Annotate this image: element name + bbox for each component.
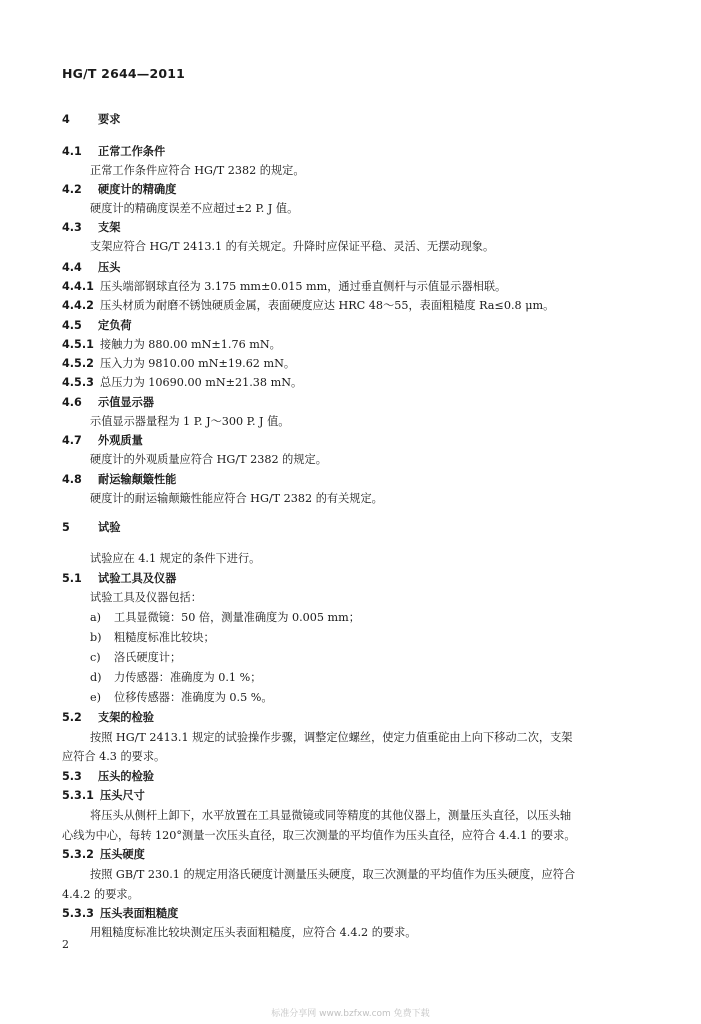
section-number: 4.2	[62, 183, 82, 196]
section-5-3-1-text-line2: 心线为中心，每转 120°测量一次压头直径，取三次测量的平均值作为压头直径，应符合 4.4.1 的要求。	[62, 829, 576, 842]
section-4-5-1	[62, 335, 652, 354]
section-4-1-text: 正常工作条件应符合 HG/T 2382 的规定。	[90, 164, 305, 177]
section-4-1-heading	[62, 142, 652, 161]
section-title: 试验	[98, 521, 121, 534]
section-4-8-text: 硬度计的耐运输颠簸性能应符合 HG/T 2382 的有关规定。	[90, 492, 383, 505]
clause-text: 总压力为 10690.00 mN±21.38 mN。	[100, 376, 303, 389]
section-title: 压头尺寸	[100, 789, 145, 802]
section-4-3-text: 支架应符合 HG/T 2413.1 的有关规定。升降时应保证平稳、灵活、无摆动现象。	[90, 240, 495, 253]
section-5-3-3-text: 用粗糙度标准比较块测定压头表面粗糙度，应符合 4.4.2 的要求。	[90, 926, 417, 939]
section-5-3-heading	[62, 767, 652, 786]
list-label: d)	[90, 671, 102, 684]
section-4-heading	[62, 110, 652, 129]
section-5-text: 试验应在 4.1 规定的条件下进行。	[90, 552, 261, 565]
list-text: 粗糙度标准比较块；	[114, 631, 215, 644]
section-5-2-text-line2: 应符合 4.3 的要求。	[62, 750, 166, 763]
section-title: 硬度计的精确度	[98, 183, 177, 196]
page-number: 2	[62, 938, 69, 951]
section-number: 4.7	[62, 434, 82, 447]
section-4-4-heading	[62, 258, 652, 277]
section-number: 5.3.2	[62, 848, 94, 861]
section-4-7-text: 硬度计的外观质量应符合 HG/T 2382 的规定。	[90, 453, 327, 466]
list-label: a)	[90, 611, 102, 624]
section-title: 外观质量	[98, 434, 143, 447]
section-title: 压头表面粗糙度	[100, 907, 179, 920]
section-title: 支架的检验	[98, 711, 154, 724]
section-5-3-1-text-line1: 将压头从侧杆上卸下，水平放置在工具显微镜或同等精度的其他仪器上，测量压头直径，以压头轴	[90, 809, 572, 822]
section-number: 4.1	[62, 145, 82, 158]
section-4-7-heading	[62, 431, 652, 450]
section-4-5-3	[62, 373, 652, 392]
section-4-3-heading	[62, 218, 652, 237]
section-4-6-heading	[62, 393, 652, 412]
section-title: 定负荷	[98, 319, 132, 332]
section-number: 4.5.3	[62, 376, 94, 389]
list-text: 工具显微镜：50 倍，测量准确度为 0.005 mm；	[114, 611, 360, 624]
list-item	[90, 688, 680, 707]
list-label: e)	[90, 691, 101, 704]
list-item	[90, 628, 680, 647]
section-5-2-text-line1: 按照 HG/T 2413.1 规定的试验操作步骤，调整定位螺丝，使定力值重砣由上向下移动二次，支架	[90, 731, 573, 744]
section-title: 耐运输颠簸性能	[98, 473, 177, 486]
clause-text: 压头端部钢球直径为 3.175 mm±0.015 mm，通过垂直侧杆与示值显示器相联。	[100, 280, 507, 293]
list-label: b)	[90, 631, 102, 644]
section-4-5-heading	[62, 316, 652, 335]
section-4-4-1	[62, 277, 652, 296]
section-4-5-2	[62, 354, 652, 373]
section-number: 4.8	[62, 473, 82, 486]
list-label: c)	[90, 651, 101, 664]
section-5-3-2-text-line1: 按照 GB/T 230.1 的规定用洛氏硬度计测量压头硬度，取三次测量的平均值作为压头硬度，应符合	[90, 868, 576, 881]
list-text: 洛氏硬度计；	[114, 651, 182, 664]
list-text: 力传感器：准确度为 0.1 %；	[114, 671, 262, 684]
section-title: 试验工具及仪器	[98, 572, 177, 585]
section-title: 压头硬度	[100, 848, 145, 861]
section-number: 4	[62, 113, 70, 126]
document-header: HG/T 2644—2011	[62, 66, 186, 81]
section-5-heading	[62, 518, 652, 537]
section-5-1-text: 试验工具及仪器包括：	[90, 591, 202, 604]
list-item	[90, 668, 680, 687]
section-number: 5.3.1	[62, 789, 94, 802]
section-5-3-2-text-line2: 4.4.2 的要求。	[62, 888, 139, 901]
section-number: 5.1	[62, 572, 82, 585]
section-title: 压头	[98, 261, 121, 274]
section-4-4-2	[62, 296, 652, 315]
section-number: 4.5.1	[62, 338, 94, 351]
clause-text: 压入力为 9810.00 mN±19.62 mN。	[100, 357, 296, 370]
section-5-1-heading	[62, 569, 652, 588]
section-5-3-2-heading	[62, 845, 652, 864]
section-number: 5.3.3	[62, 907, 94, 920]
section-number: 4.5.2	[62, 357, 94, 370]
section-4-2-heading	[62, 180, 652, 199]
section-number: 4.6	[62, 396, 82, 409]
list-item	[90, 608, 680, 627]
section-title: 要求	[98, 113, 121, 126]
section-title: 压头的检验	[98, 770, 154, 783]
section-number: 4.3	[62, 221, 82, 234]
section-number: 5	[62, 521, 70, 534]
section-number: 4.4.1	[62, 280, 94, 293]
list-text: 位移传感器：准确度为 0.5 %。	[114, 691, 273, 704]
section-number: 4.4.2	[62, 299, 94, 312]
section-4-6-text: 示值显示器量程为 1 P. J～300 P. J 值。	[90, 415, 290, 428]
section-5-3-3-heading	[62, 904, 652, 923]
section-4-2-text: 硬度计的精确度误差不应超过±2 P. J 值。	[90, 202, 299, 215]
section-number: 5.2	[62, 711, 82, 724]
watermark: 标准分享网 www.bzfxw.com 免费下载	[271, 1009, 430, 1019]
section-number: 5.3	[62, 770, 82, 783]
section-4-8-heading	[62, 470, 652, 489]
section-5-3-1-heading	[62, 786, 652, 805]
clause-text: 压头材质为耐磨不锈蚀硬质金属，表面硬度应达 HRC 48～55，表面粗糙度 Ra≤0.8 μm。	[100, 299, 555, 312]
section-5-2-heading	[62, 708, 652, 727]
list-item	[90, 648, 680, 667]
section-title: 示值显示器	[98, 396, 154, 409]
section-number: 4.5	[62, 319, 82, 332]
section-number: 4.4	[62, 261, 82, 274]
section-title: 正常工作条件	[98, 145, 166, 158]
clause-text: 接触力为 880.00 mN±1.76 mN。	[100, 338, 281, 351]
section-title: 支架	[98, 221, 121, 234]
